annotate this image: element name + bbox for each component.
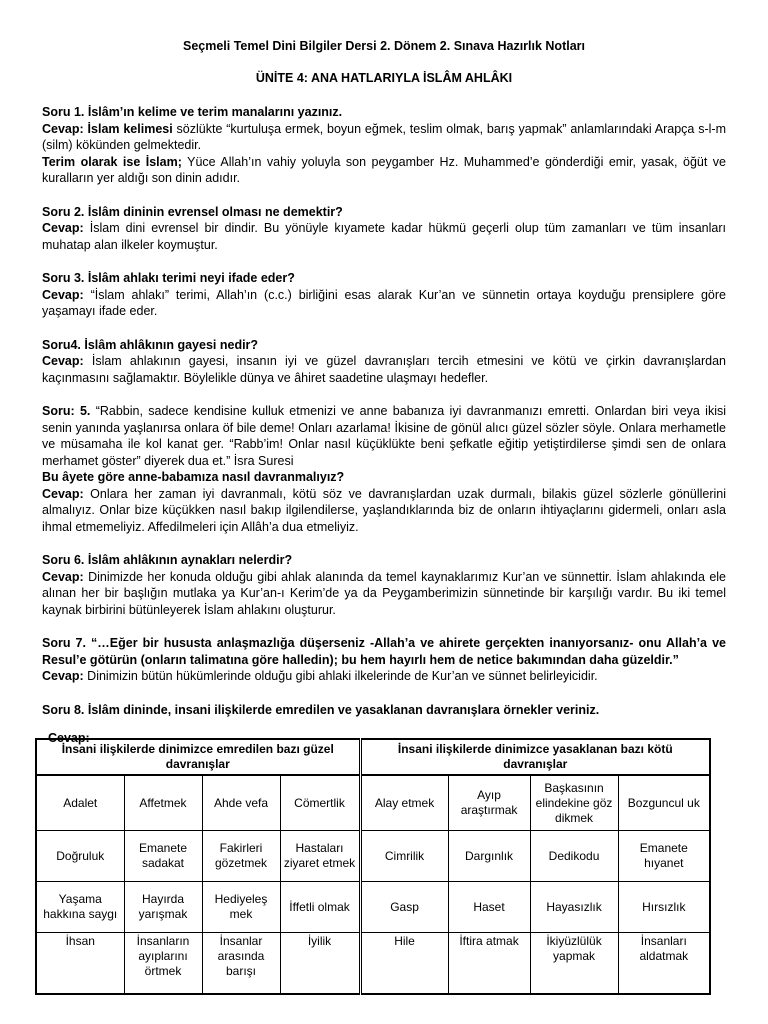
table-cell: Fakirleri gözetmek: [202, 831, 280, 882]
question-5: [42, 403, 726, 535]
question-6-text: Soru 6. İslâm ahlâkının aynakları nelerdir?: [42, 553, 293, 567]
verse-quote: “Rabbin, sadece kendisine kulluk etmenizi ve anne babanıza iyi davranmanızı emretti. Onlardan biri veya ikisi senin yanında yaşlanırsa onlara öf bile deme! Onları azarlama! İkisine de gönül alıcı güzel sözler söyle. Onlara merhametle ve müsamaha ile kol kanat ger. “Rabb’im! Onlar nasıl küçüklükte beni şefkatle eğitip yetiştirdilerse şimdi sen de onlara merhamet göster” diyerek dua et.” İsra Suresi: [42, 404, 726, 468]
table-cell: Haset: [448, 882, 530, 933]
answer-text: İslam ahlakının gayesi, insanın iyi ve güzel davranışları tercih etmesini ve kötü ve çirkin davranışlardan kaçınmasını sağlamaktır. Böylelikle dünya ve âhiret saadetine ulaşmayı hedefler.: [42, 354, 726, 385]
table-cell: Emanete hıyanet: [618, 831, 710, 882]
question-1-text: Soru 1. İslâm’ın kelime ve terim manalarını yazınız.: [42, 105, 343, 119]
table-cell: Dedikodu: [530, 831, 618, 882]
table-cell: İffetli olmak: [280, 882, 360, 933]
answer-text: sözlükte “kurtuluşa ermek, boyun eğmek, teslim olmak, barış yapmak” anlamlarındaki Arapça s-l-m (silm) kökünden gelmektedir.: [42, 121, 726, 152]
question-1: [42, 104, 726, 187]
answer-label: Cevap:: [42, 669, 84, 683]
answer-text: Onlara her zaman iyi davranmalı, kötü söz ve davranışlardan uzak durmalı, bilakis güzel sözlerle gönüllerini almalıyız. Onlar bize küçükken nasıl bakıp ilgilendilerse, yaşlandıklarında biz de onların ihtiyaçlarını gidermeli, onları asla ihmal etmemeliyiz. Affedilmeleri için Allâh’a dua etmeliyiz.: [42, 486, 726, 534]
table-cell: Hayasızlık: [530, 882, 618, 933]
document-page: [42, 38, 726, 747]
question-3: [42, 270, 726, 320]
table-cell: Doğruluk: [36, 831, 124, 882]
table-header-bad: İnsani ilişkilerde dinimizce yasaklanan bazı kötü davranışlar: [360, 739, 710, 775]
table-row: [36, 775, 710, 831]
table-cell: Ahde vefa: [202, 775, 280, 831]
unit-title: ÜNİTE 4: ANA HATLARIYLA İSLÂM AHLÂKI: [255, 71, 513, 85]
table-cell: Ayıp araştırmak: [448, 775, 530, 831]
table-cell: İnsanları aldatmak: [618, 933, 710, 995]
answer-text: “İslam ahlakı” terimi, Allah’ın (c.c.) birliğini esas alarak Kur’an ve sünnetin ortaya koyduğu prensiplere göre yaşamayı ifade eder.: [42, 287, 726, 318]
answer-text: İslam dini evrensel bir dindir. Bu yönüyle kıyamete kadar hükmü geçerli olup tüm zamanları ve tüm insanları muhatap alan ilkeler koymuştur.: [42, 221, 726, 252]
answer-text: Dinimizde her konuda olduğu gibi ahlak alanında da temel kaynaklarımız Kur’an ve sünnettir. İslam ahlakında ele alınan her bir başlığın mutlaka ya Kur’an-ı Kerim’de ya da Peygamberimizin sünnetinde bir karşılığı vardır. Bu iki temel kaynak birbirini bütünleyerek İslam ahlakını oluşturur.: [42, 569, 726, 617]
question-4: [42, 337, 726, 387]
table-cell: Affetmek: [124, 775, 202, 831]
answer-label: Cevap:: [42, 221, 84, 235]
table-cell: Bozguncul uk: [618, 775, 710, 831]
question-2: [42, 204, 726, 254]
table-header-good: İnsani ilişkilerde dinimizce emredilen bazı güzel davranışlar: [36, 739, 360, 775]
question-8: [42, 702, 726, 719]
behaviors-table: [35, 738, 711, 995]
table-cell: Cömertlik: [280, 775, 360, 831]
table-cell: Hile: [360, 933, 448, 995]
table-cell: İftira atmak: [448, 933, 530, 995]
answer-term: Terim olarak ise İslam;: [42, 154, 182, 169]
answer-label: Cevap:: [42, 121, 84, 136]
table-row: [36, 882, 710, 933]
question-6: [42, 552, 726, 618]
table-cell: Hırsızlık: [618, 882, 710, 933]
table-cell: Hediyeleş mek: [202, 882, 280, 933]
answer-text: Yüce Allah’ın vahiy yoluyla son peygamber Hz. Muhammed’e gönderdiği emir, yasak, öğüt ve kuralların yer aldığı son dinin adıdır.: [42, 154, 726, 185]
table-cell: Adalet: [36, 775, 124, 831]
table-cell: Yaşama hakkına saygı: [36, 882, 124, 933]
table-row: [36, 831, 710, 882]
table-cell: İyilik: [280, 933, 360, 995]
table-cell: Emanete sadakat: [124, 831, 202, 882]
answer-term: İslam kelimesi: [87, 121, 173, 136]
question-7-text: Soru 7. “…Eğer bir hususta anlaşmazlığa düşerseniz -Allah’a ve ahirete gerçekten inanıyorsanız- onu Allah’a ve Resul’e götürün (onların talimatına göre halledin); bu hem hayırlı hem de netice bakımından daha güzeldir.”: [42, 636, 726, 667]
table-cell: Alay etmek: [360, 775, 448, 831]
answer-label: Cevap:: [42, 354, 84, 368]
table-row: [36, 933, 710, 995]
document-title: Seçmeli Temel Dini Bilgiler Dersi 2. Dönem 2. Sınava Hazırlık Notları: [183, 39, 585, 53]
question-7: [42, 635, 726, 685]
question-5-prefix: Soru: 5.: [42, 404, 91, 418]
question-5-text: Bu âyete göre anne-babamıza nasıl davranmalıyız?: [42, 470, 345, 484]
table-cell: Hayırda yarışmak: [124, 882, 202, 933]
question-2-text: Soru 2. İslâm dininin evrensel olması ne demektir?: [42, 204, 343, 219]
answer-text: Dinimizin bütün hükümlerinde olduğu gibi ahlaki ilkelerinde de Kur’an ve sünnet belirleyicidir.: [83, 669, 598, 683]
question-4-text: Soru4. İslâm ahlâkının gayesi nedir?: [42, 337, 259, 352]
table-cell: Hastaları ziyaret etmek: [280, 831, 360, 882]
answer-label: Cevap:: [42, 486, 84, 501]
answer-label: Cevap:: [42, 287, 84, 302]
answer-label: Cevap:: [48, 731, 90, 745]
question-3-text: Soru 3. İslâm ahlakı terimi neyi ifade eder?: [42, 271, 295, 285]
table-cell: Dargınlık: [448, 831, 530, 882]
table-cell: Gasp: [360, 882, 448, 933]
table-cell: Cimrilik: [360, 831, 448, 882]
question-8-text: Soru 8. İslâm dininde, insani ilişkilerde emredilen ve yasaklanan davranışlara örnekler veriniz.: [42, 702, 600, 717]
table-cell: İnsanlar arasında barışı: [202, 933, 280, 995]
table-cell: Başkasının elindekine göz dikmek: [530, 775, 618, 831]
table-cell: İkiyüzlülük yapmak: [530, 933, 618, 995]
table-cell: İhsan: [36, 933, 124, 995]
table-cell: İnsanların ayıplarını örtmek: [124, 933, 202, 995]
answer-label: Cevap:: [42, 569, 84, 584]
